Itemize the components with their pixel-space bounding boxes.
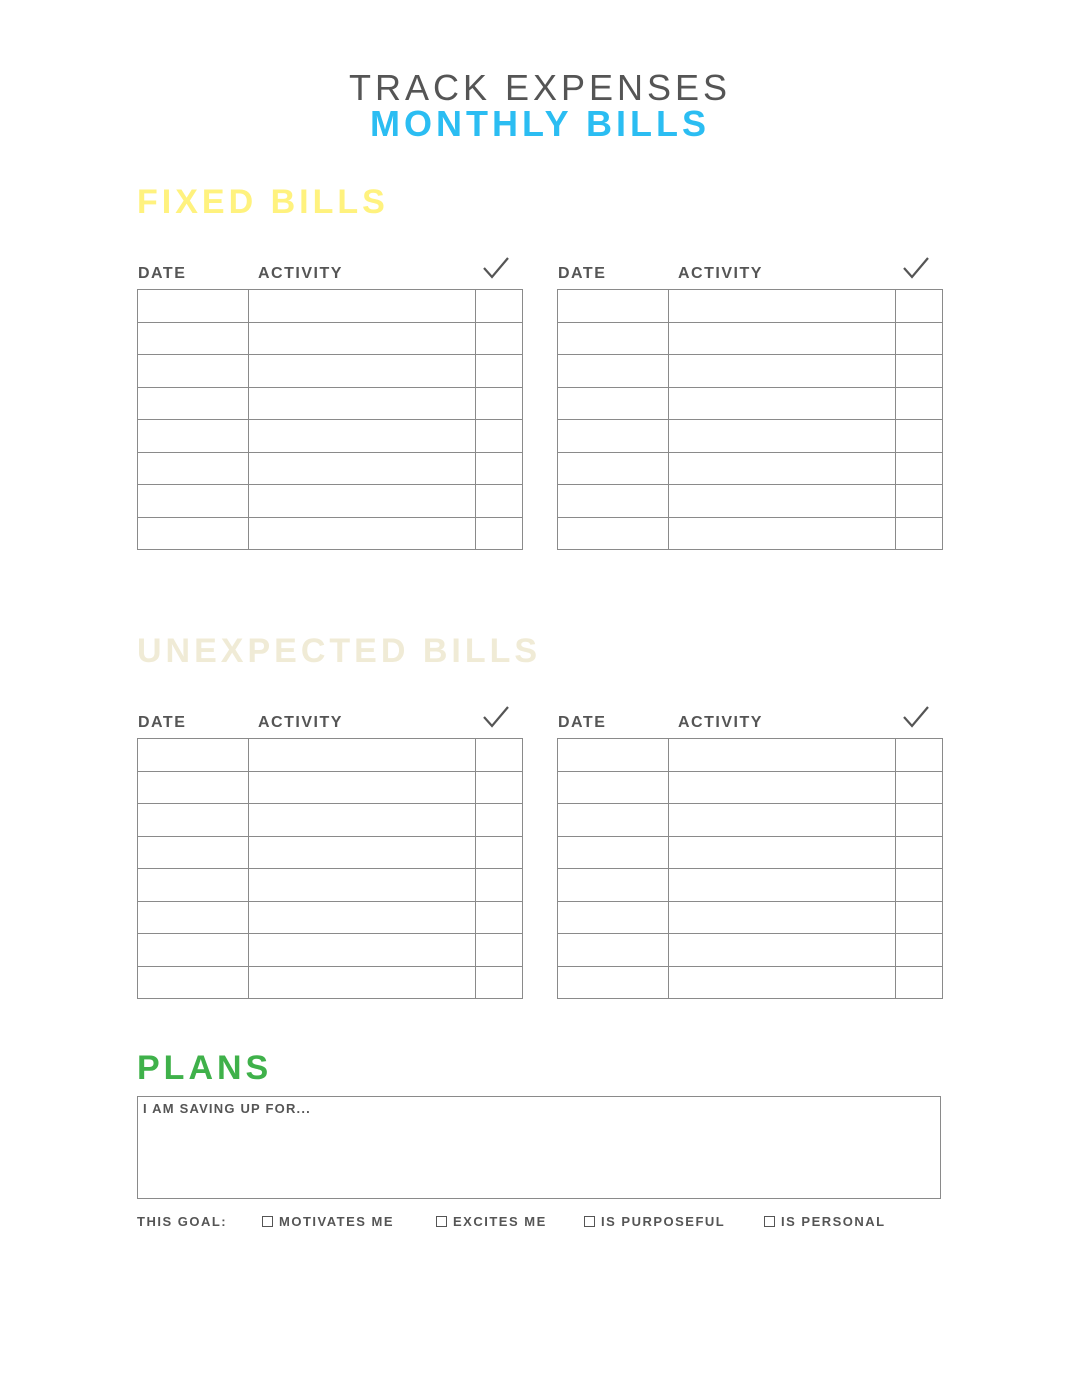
- goal-lead-label: THIS GOAL:: [137, 1214, 228, 1229]
- date-cell[interactable]: [558, 355, 669, 388]
- table-row: [558, 355, 943, 388]
- table-row: [138, 804, 523, 837]
- activity-cell[interactable]: [669, 836, 896, 869]
- table-row: [558, 966, 943, 999]
- activity-cell[interactable]: [249, 322, 476, 355]
- date-cell[interactable]: [558, 485, 669, 518]
- date-cell[interactable]: [558, 517, 669, 550]
- activity-cell[interactable]: [249, 966, 476, 999]
- table-row: [138, 934, 523, 967]
- checkbox-icon[interactable]: [584, 1216, 595, 1227]
- date-cell[interactable]: [138, 517, 249, 550]
- table-row: [138, 739, 523, 772]
- activity-cell[interactable]: [669, 322, 896, 355]
- check-cell[interactable]: [476, 517, 523, 550]
- date-cell[interactable]: [138, 485, 249, 518]
- table-row: [558, 387, 943, 420]
- table-row: [138, 290, 523, 323]
- activity-cell[interactable]: [669, 485, 896, 518]
- date-cell[interactable]: [138, 739, 249, 772]
- check-cell[interactable]: [476, 804, 523, 837]
- activity-cell[interactable]: [249, 517, 476, 550]
- checkbox-icon[interactable]: [436, 1216, 447, 1227]
- checkbox-icon[interactable]: [764, 1216, 775, 1227]
- goal-checklist: [137, 1214, 957, 1232]
- date-cell[interactable]: [558, 869, 669, 902]
- table-row: [558, 869, 943, 902]
- activity-cell[interactable]: [669, 771, 896, 804]
- date-cell[interactable]: [558, 387, 669, 420]
- section-title-plans: PLANS: [137, 1049, 273, 1087]
- check-cell[interactable]: [476, 322, 523, 355]
- unexpected-bills-table-right: [557, 704, 942, 999]
- check-cell[interactable]: [476, 739, 523, 772]
- check-cell[interactable]: [476, 934, 523, 967]
- date-cell[interactable]: [558, 420, 669, 453]
- table-row: [558, 836, 943, 869]
- activity-cell[interactable]: [669, 869, 896, 902]
- date-cell[interactable]: [138, 804, 249, 837]
- table-row: [558, 739, 943, 772]
- column-header-activity: ACTIVITY: [678, 714, 763, 731]
- date-cell[interactable]: [558, 771, 669, 804]
- table-row: [138, 771, 523, 804]
- check-cell[interactable]: [476, 901, 523, 934]
- activity-cell[interactable]: [249, 934, 476, 967]
- bill-grid: [137, 738, 523, 999]
- activity-cell[interactable]: [249, 355, 476, 388]
- date-cell[interactable]: [558, 836, 669, 869]
- check-cell[interactable]: [476, 420, 523, 453]
- date-cell[interactable]: [138, 934, 249, 967]
- check-cell[interactable]: [896, 290, 943, 323]
- table-row: [558, 452, 943, 485]
- activity-cell[interactable]: [249, 804, 476, 837]
- check-cell[interactable]: [896, 966, 943, 999]
- check-cell[interactable]: [896, 322, 943, 355]
- check-cell[interactable]: [896, 901, 943, 934]
- bill-grid: [557, 738, 943, 999]
- saving-goal-box[interactable]: [137, 1096, 941, 1199]
- date-cell[interactable]: [558, 452, 669, 485]
- goal-option-purposeful[interactable]: IS PURPOSEFUL: [584, 1214, 725, 1229]
- date-cell[interactable]: [558, 290, 669, 323]
- date-cell[interactable]: [138, 387, 249, 420]
- check-cell[interactable]: [896, 420, 943, 453]
- table-row: [138, 901, 523, 934]
- date-cell[interactable]: [558, 934, 669, 967]
- column-header-activity: ACTIVITY: [678, 265, 763, 282]
- table-row: [138, 322, 523, 355]
- check-cell[interactable]: [476, 869, 523, 902]
- activity-cell[interactable]: [669, 934, 896, 967]
- column-header-date: DATE: [558, 265, 607, 282]
- activity-cell[interactable]: [669, 355, 896, 388]
- activity-cell[interactable]: [669, 739, 896, 772]
- bill-grid: [137, 289, 523, 550]
- activity-cell[interactable]: [669, 420, 896, 453]
- activity-cell[interactable]: [249, 452, 476, 485]
- checkmark-icon: [481, 704, 511, 730]
- check-cell[interactable]: [896, 771, 943, 804]
- title-monthly-bills: MONTHLY BILLS: [369, 103, 711, 144]
- table-row: [558, 771, 943, 804]
- unexpected-bills-table-left: [137, 704, 522, 999]
- activity-cell[interactable]: [249, 420, 476, 453]
- title-track-expenses: TRACK EXPENSES: [348, 67, 732, 108]
- check-cell[interactable]: [476, 485, 523, 518]
- date-cell[interactable]: [138, 869, 249, 902]
- activity-cell[interactable]: [249, 739, 476, 772]
- date-cell[interactable]: [138, 836, 249, 869]
- activity-cell[interactable]: [249, 290, 476, 323]
- table-row: [138, 517, 523, 550]
- table-row: [558, 517, 943, 550]
- date-cell[interactable]: [138, 452, 249, 485]
- activity-cell[interactable]: [249, 387, 476, 420]
- activity-cell[interactable]: [249, 836, 476, 869]
- check-cell[interactable]: [476, 966, 523, 999]
- date-cell[interactable]: [558, 322, 669, 355]
- check-cell[interactable]: [896, 934, 943, 967]
- date-cell[interactable]: [138, 355, 249, 388]
- table-row: [138, 869, 523, 902]
- column-header-date: DATE: [138, 714, 187, 731]
- table-row: [138, 355, 523, 388]
- date-cell[interactable]: [138, 290, 249, 323]
- section-title-fixed-bills: FIXED BILLS: [137, 183, 389, 221]
- column-header-activity: ACTIVITY: [258, 714, 343, 731]
- table-row: [138, 452, 523, 485]
- checkmark-icon: [901, 255, 931, 281]
- activity-cell[interactable]: [669, 517, 896, 550]
- date-cell[interactable]: [558, 739, 669, 772]
- table-row: [138, 420, 523, 453]
- checkbox-icon[interactable]: [262, 1216, 273, 1227]
- check-cell[interactable]: [476, 355, 523, 388]
- date-cell[interactable]: [558, 966, 669, 999]
- saving-goal-label: I AM SAVING UP FOR...: [143, 1101, 311, 1116]
- column-header-date: DATE: [558, 714, 607, 731]
- table-row: [138, 966, 523, 999]
- goal-option-personal[interactable]: IS PERSONAL: [764, 1214, 886, 1229]
- fixed-bills-table-right: [557, 255, 942, 550]
- check-cell[interactable]: [896, 517, 943, 550]
- activity-cell[interactable]: [669, 452, 896, 485]
- check-cell[interactable]: [476, 290, 523, 323]
- section-title-unexpected-bills: UNEXPECTED BILLS: [137, 632, 542, 670]
- table-row: [138, 387, 523, 420]
- table-row: [138, 485, 523, 518]
- check-cell[interactable]: [476, 452, 523, 485]
- check-cell[interactable]: [896, 836, 943, 869]
- check-cell[interactable]: [476, 387, 523, 420]
- activity-cell[interactable]: [669, 387, 896, 420]
- activity-cell[interactable]: [669, 966, 896, 999]
- table-row: [558, 420, 943, 453]
- table-row: [558, 485, 943, 518]
- table-row: [558, 290, 943, 323]
- date-cell[interactable]: [138, 322, 249, 355]
- check-cell[interactable]: [896, 804, 943, 837]
- check-cell[interactable]: [896, 869, 943, 902]
- table-row: [138, 836, 523, 869]
- column-header-date: DATE: [138, 265, 187, 282]
- date-cell[interactable]: [138, 966, 249, 999]
- activity-cell[interactable]: [669, 804, 896, 837]
- table-row: [558, 934, 943, 967]
- activity-cell[interactable]: [669, 290, 896, 323]
- checkmark-icon: [901, 704, 931, 730]
- activity-cell[interactable]: [249, 485, 476, 518]
- date-cell[interactable]: [558, 901, 669, 934]
- date-cell[interactable]: [558, 804, 669, 837]
- table-row: [558, 901, 943, 934]
- check-cell[interactable]: [476, 771, 523, 804]
- activity-cell[interactable]: [249, 869, 476, 902]
- column-header-activity: ACTIVITY: [258, 265, 343, 282]
- check-cell[interactable]: [896, 452, 943, 485]
- fixed-bills-table-left: [137, 255, 522, 550]
- goal-option-motivates[interactable]: MOTIVATES ME: [262, 1214, 394, 1229]
- check-cell[interactable]: [896, 485, 943, 518]
- activity-cell[interactable]: [249, 771, 476, 804]
- check-cell[interactable]: [896, 387, 943, 420]
- check-cell[interactable]: [896, 355, 943, 388]
- date-cell[interactable]: [138, 901, 249, 934]
- date-cell[interactable]: [138, 420, 249, 453]
- check-cell[interactable]: [476, 836, 523, 869]
- table-row: [558, 322, 943, 355]
- goal-option-excites[interactable]: EXCITES ME: [436, 1214, 547, 1229]
- check-cell[interactable]: [896, 739, 943, 772]
- table-row: [558, 804, 943, 837]
- activity-cell[interactable]: [669, 901, 896, 934]
- activity-cell[interactable]: [249, 901, 476, 934]
- date-cell[interactable]: [138, 771, 249, 804]
- checkmark-icon: [481, 255, 511, 281]
- bill-grid: [557, 289, 943, 550]
